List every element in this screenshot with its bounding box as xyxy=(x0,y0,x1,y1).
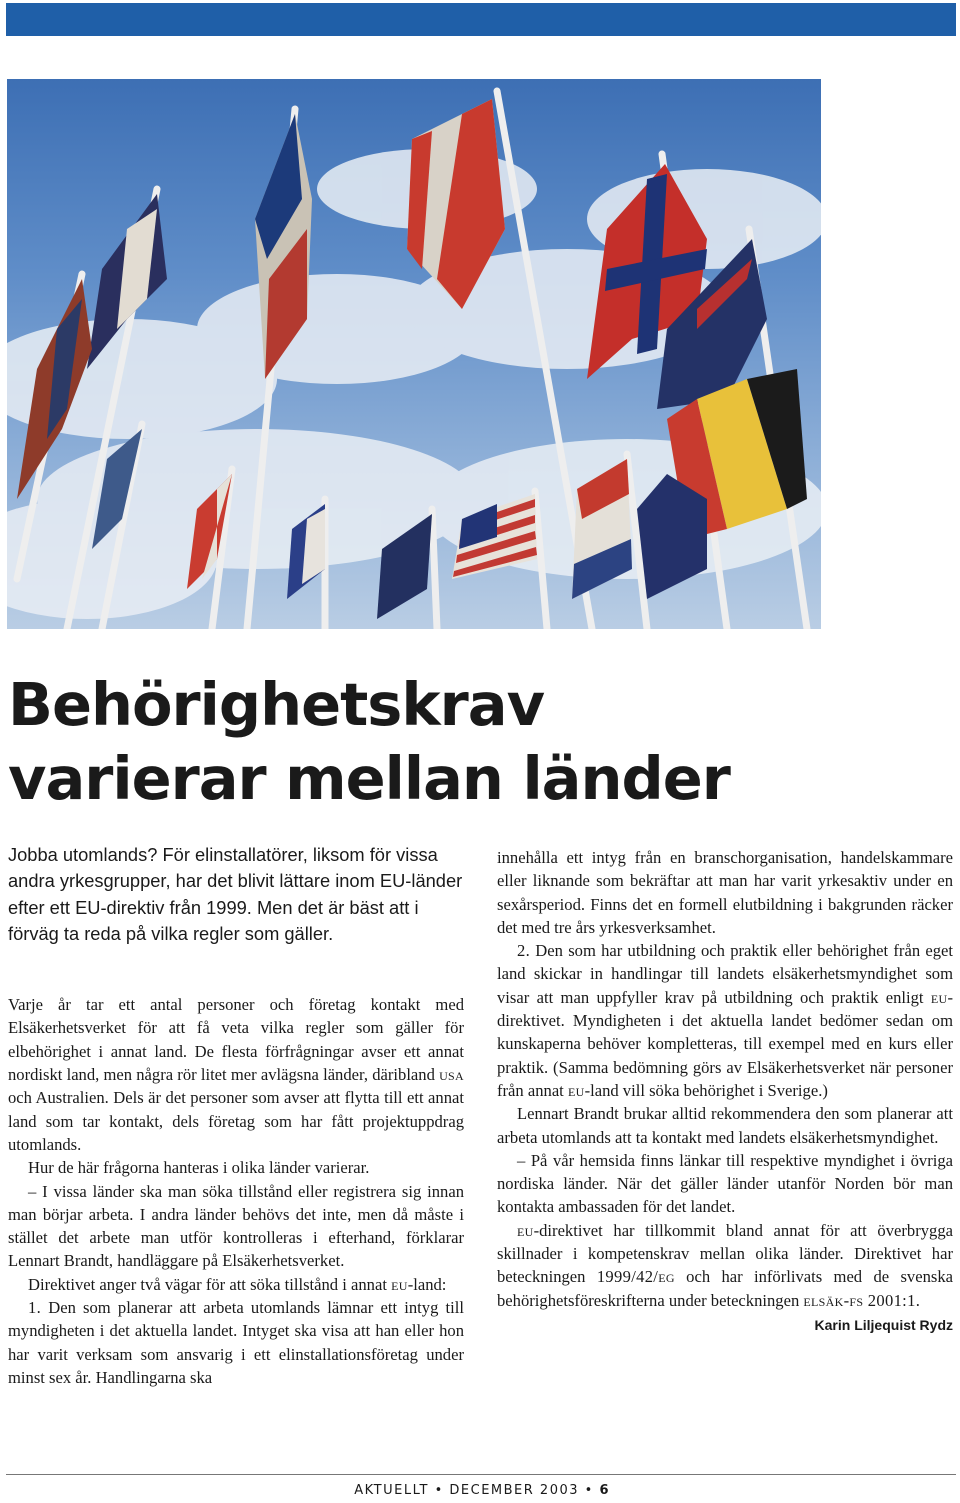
paragraph-4 xyxy=(8,1273,464,1296)
page-number: 6 xyxy=(599,1483,610,1498)
top-color-bar xyxy=(6,3,956,36)
body-text-left xyxy=(8,993,464,1389)
paragraph-10-c: . xyxy=(915,1290,920,1310)
flags-photo xyxy=(7,79,821,629)
headline-line-2: varierar mellan länder xyxy=(8,744,730,813)
right-column xyxy=(497,846,953,1333)
abbr-eu-4: eu xyxy=(517,1220,534,1240)
article-ingress: Jobba utomlands? För elinstallatörer, liksom för vissa andra yrkesgrupper, har det blivit lättare inom EU-länder efter ett EU-direktiv från 1999. Men det är bäst att i förväg ta reda på vilka regler som gäller. xyxy=(8,844,463,944)
body-text-right xyxy=(497,846,953,1312)
paragraph-5 xyxy=(8,1296,464,1389)
regulation-number: elsäk-fs 2001:1 xyxy=(803,1290,916,1310)
headline-line-1: Behörighetskrav xyxy=(8,670,545,739)
paragraph-7-c: -land vill söka behörighet i Sverige.) xyxy=(584,1080,828,1100)
paragraph-1 xyxy=(8,993,464,1156)
paragraph-7-b: -direktivet. Myndigheten i det aktuella landet bedömer sedan om kunskaperna behöver kompletteras, till exempel med en kurs eller praktik. (Samma bedömning görs av Elsäkerhetsverket när personer från annat xyxy=(497,987,953,1100)
paragraph-10-b: och har införlivats med de svenska behörighetsföreskrifterna under beteckningen xyxy=(497,1267,953,1310)
paragraph-10-a: -direktivet har tillkommit bland annat för att överbrygga skillnader i kompetenskrav mellan olika länder. Direktivet har beteckningen xyxy=(497,1220,953,1287)
paragraph-2: Hur de här frågorna hanteras i olika länder varierar. xyxy=(28,1158,370,1178)
paragraph-10 xyxy=(497,1219,953,1312)
paragraph-7 xyxy=(497,939,953,1102)
abbr-eu-3: eu xyxy=(567,1080,585,1100)
abbr-usa: usa xyxy=(439,1065,464,1085)
list-number-2: 2. xyxy=(517,941,531,961)
paragraph-5-text: Den som planerar att arbeta utomlands lämnar ett intyg till myndigheten i det aktuella landet. Intyget ska visa att han eller hon har varit verksam som ansvarig i ett elinstallationsföretag under minst sex år. Handlingarna ska xyxy=(8,1298,464,1387)
list-number-1: 1. xyxy=(28,1298,42,1318)
paragraph-4-a: Direktivet anger två vägar för att söka tillstånd i annat xyxy=(28,1274,392,1294)
paragraph-6: innehålla ett intyg från en branschorganisation, handelskammare eller liknande som bekräftar att man har varit yrkesaktiv under en sexårsperiod. Finns det en formell elutbildning i bakgrunden räcker det med tre års yrkesverksamhet. xyxy=(497,848,953,937)
paragraph-9: – På vår hemsida finns länkar till respektive myndighet i övriga nordiska länder. När det gäller länder utanför Norden bör man kontakta ambassaden för det landet. xyxy=(497,1150,953,1217)
flags-illustration xyxy=(7,79,821,629)
page-footer xyxy=(0,1483,610,1498)
directive-number: 1999/42/eg xyxy=(596,1267,675,1287)
paragraph-4-b: -land: xyxy=(407,1274,447,1294)
footer-rule xyxy=(6,1474,956,1475)
paragraph-1-a: Varje år tar ett antal personer och företag kontakt med Elsäkerhetsverket för att få veta vilka regler som gäller för elbehörighet i annat land. De flesta förfrågningar avser ett annat nordiskt land, men några rör litet mer avlägsna länder, däribland xyxy=(8,995,464,1085)
abbr-eu-2: eu xyxy=(930,987,948,1007)
abbr-eu: eu xyxy=(391,1274,408,1294)
footer-text: AKTUELLT • DECEMBER 2003 • xyxy=(354,1483,594,1498)
author-byline: Karin Liljequist Rydz xyxy=(814,1316,953,1333)
paragraph-3: – I vissa länder ska man söka tillstånd eller registrera sig innan man börjar arbeta. I andra länder behövs det inte, men då måste i stället det arbete man utför kontrolleras i efterhand, förklarar Lennart Brandt, handläggare på Elsäkerhetsverket. xyxy=(8,1181,464,1271)
article-headline xyxy=(8,668,908,816)
left-column xyxy=(8,842,464,1389)
paragraph-8: Lennart Brandt brukar alltid rekommendera den som planerar att arbeta utomlands att ta kontakt med landets elsäkerhetsmyndighet. xyxy=(497,1104,953,1147)
paragraph-7-a: Den som har utbildning och praktik eller behörighet från eget land skickar in handlingar till landets elsäkerhetsmyndighet som visar att man uppfyller krav på utbildning och praktik enligt xyxy=(497,941,953,1007)
paragraph-1-b: och Australien. Dels är det personer som avser att flytta till ett annat land som tar kontakt, dels företag som har fått projektuppdrag utomlands. xyxy=(8,1088,464,1154)
